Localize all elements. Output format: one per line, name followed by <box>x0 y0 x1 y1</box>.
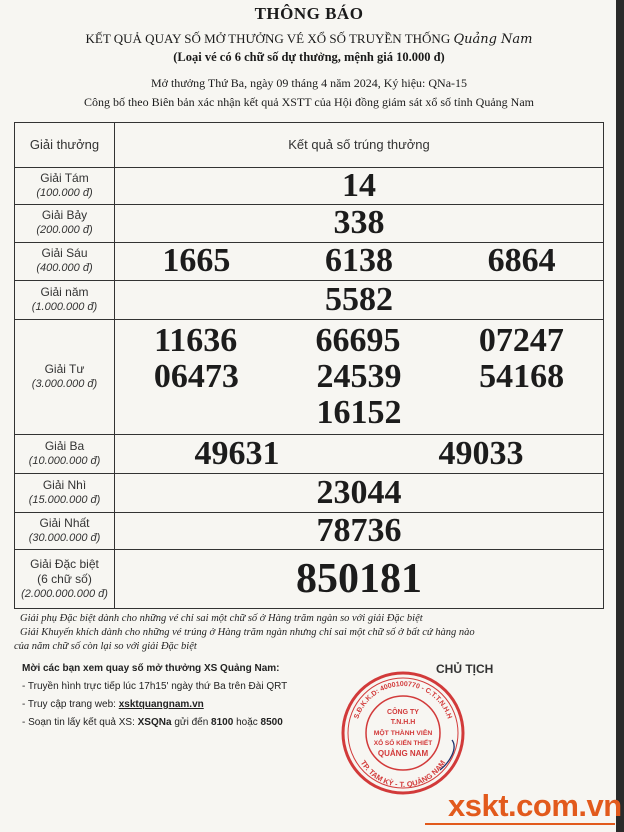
prize-name: Giải Đặc biệt <box>30 556 99 571</box>
winning-number: 78736 <box>316 511 402 549</box>
prize-label <box>15 474 115 513</box>
prize-name: Giải Ba <box>44 439 85 454</box>
website-link[interactable]: xsktquangnam.vn <box>118 699 204 710</box>
seal-center-line: XỔ SỐ KIẾN THIẾT <box>373 740 433 747</box>
prize-label <box>15 281 115 320</box>
winning-number: 1665 <box>162 242 231 280</box>
prize-value: (30.000.000 đ) <box>28 531 101 544</box>
winning-number: 14 <box>342 166 376 204</box>
winning-number: 49631 <box>194 435 280 473</box>
notice-title: THÔNG BÁO <box>254 4 364 23</box>
ticket-info: (Loại vé có 6 chữ số dự thưởng, mệnh giá 10.000 đ) <box>173 50 445 64</box>
note-line: Giải phụ Đặc biệt dành cho những vé chỉ sai một chữ số ở Hàng trăm ngàn so với giải Đặc biệt <box>20 613 423 624</box>
winning-number: 06473 <box>153 358 239 396</box>
watermark: xskt.com.vn <box>448 788 622 823</box>
viewing-info <box>22 660 287 732</box>
winning-number-special: 850181 <box>296 556 422 603</box>
company-seal <box>340 670 466 796</box>
seal-center-line: CÔNG TY <box>387 709 419 716</box>
winning-number: 338 <box>333 204 385 242</box>
winning-number: 16152 <box>316 394 402 432</box>
prize-row-2 <box>15 474 604 513</box>
prize-label <box>15 242 115 281</box>
prize-row-1 <box>15 512 604 550</box>
prize-value: (400.000 đ) <box>36 262 93 275</box>
prize-numbers <box>115 205 604 243</box>
prize-row-7 <box>15 205 604 243</box>
prize-name: Giải Nhất <box>39 515 90 530</box>
prize-row-8 <box>15 167 604 205</box>
prize-value: (15.000.000 đ) <box>28 493 101 506</box>
winning-number: 07247 <box>478 322 564 360</box>
prize-label <box>15 167 115 205</box>
sms-or: hoặc <box>236 717 258 728</box>
prize-label <box>15 550 115 609</box>
prize-value: (1.000.000 đ) <box>31 301 98 314</box>
prize-row-3 <box>15 435 604 474</box>
prize-row-special <box>15 550 604 609</box>
prize-numbers <box>115 242 604 281</box>
prize-row-5 <box>15 281 604 320</box>
prize-label <box>15 435 115 474</box>
web-line <box>22 696 287 714</box>
winning-number: 6138 <box>324 242 393 280</box>
draw-info: Mở thưởng Thứ Ba, ngày 09 tháng 4 năm 2024, Ký hiệu: QNa-15 <box>150 76 468 90</box>
invite-line: Mời các bạn xem quay số mở thưởng XS Quảng Nam: <box>22 663 280 674</box>
winning-number: 11636 <box>154 322 238 360</box>
winning-number: 66695 <box>315 322 401 360</box>
prize-name: Giải Nhì <box>42 477 87 492</box>
province-script: Quảng Nam <box>453 32 533 47</box>
announce-line: Công bố theo Biên bản xác nhận kết quả XSTT của Hội đồng giám sát xổ số tỉnh Quảng Nam <box>83 95 535 109</box>
prize-numbers <box>115 167 604 205</box>
prize-value: (200.000 đ) <box>36 224 93 237</box>
tv-line: - Truyền hình trực tiếp lúc 17h15' ngày thứ Ba trên Đài QRT <box>22 681 288 692</box>
seal-center-line: MỘT THÀNH VIÊN <box>373 730 433 737</box>
prize-value: (100.000 đ) <box>36 186 93 199</box>
sms-code: XSQNa <box>137 717 172 728</box>
header-prize: Giải thưởng <box>15 123 115 168</box>
sms-line <box>22 714 287 732</box>
prize-numbers <box>115 550 604 609</box>
seal-ring-top: S.Đ.K.K.D: 4000100770 - C.T.T.N.H.H <box>353 680 453 720</box>
page-shadow-edge <box>616 0 624 832</box>
seal-center-line: QUẢNG NAM <box>377 749 429 758</box>
winning-number: 54168 <box>479 358 565 396</box>
seal-center-line: T.N.H.H <box>390 719 416 726</box>
prize-numbers <box>115 474 604 513</box>
prize-numbers <box>115 281 604 320</box>
prize-value: (2.000.000.000 đ) <box>21 587 108 600</box>
results-table <box>14 122 604 609</box>
sms-number-2: 8500 <box>260 717 283 728</box>
prize-numbers <box>115 512 604 550</box>
winning-number: 5582 <box>325 281 393 319</box>
sms-number-1: 8100 <box>211 717 234 728</box>
prize-value: (3.000.000 đ) <box>31 378 98 391</box>
prize-name: Giải Bảy <box>41 208 88 223</box>
header-result: Kết quả số trúng thưởng <box>115 123 604 168</box>
prize-label <box>15 512 115 550</box>
winning-number: 49033 <box>438 435 524 473</box>
winning-number: 24539 <box>316 358 402 396</box>
winning-number: 23044 <box>316 473 402 511</box>
sms-mid: gửi đến <box>174 717 209 728</box>
prize-label <box>15 205 115 243</box>
prize-label <box>15 319 115 435</box>
signature-role: CHỦ TỊCH <box>436 662 494 676</box>
note-line: Giải Khuyến khích dành cho những vé trúng ở Hàng trăm ngàn nhưng chỉ sai một chữ số ở bất cứ hàng nào <box>20 627 475 638</box>
table-header-row <box>15 123 604 168</box>
prize-name: Giải Tám <box>40 170 89 185</box>
prize-name: Giải năm <box>40 285 89 300</box>
web-prefix: - Truy cập trang web: <box>22 699 116 710</box>
prize-notes <box>14 612 594 654</box>
subtitle-text: KẾT QUẢ QUAY SỐ MỞ THƯỞNG VÉ XỔ SỐ TRUYỀN THỐNG <box>85 31 451 46</box>
sms-prefix: - Soạn tin lấy kết quả XS: <box>22 717 135 728</box>
prize-digits: (6 chữ số) <box>37 571 92 586</box>
seal-ring-bottom: TP. TAM KỲ - T. QUẢNG NAM <box>358 758 448 790</box>
watermark-underline <box>425 823 615 825</box>
notice-subtitle <box>0 31 618 47</box>
prize-row-6 <box>15 242 604 281</box>
prize-numbers <box>115 319 604 435</box>
prize-numbers <box>115 435 604 474</box>
prize-name: Giải Sáu <box>41 246 88 261</box>
note-line: của năm chữ số còn lại so với giải Đặc biệt <box>14 641 197 652</box>
winning-number: 6864 <box>487 242 556 280</box>
prize-value: (10.000.000 đ) <box>28 455 101 468</box>
prize-row-4 <box>15 319 604 435</box>
prize-name: Giải Tư <box>44 362 85 377</box>
